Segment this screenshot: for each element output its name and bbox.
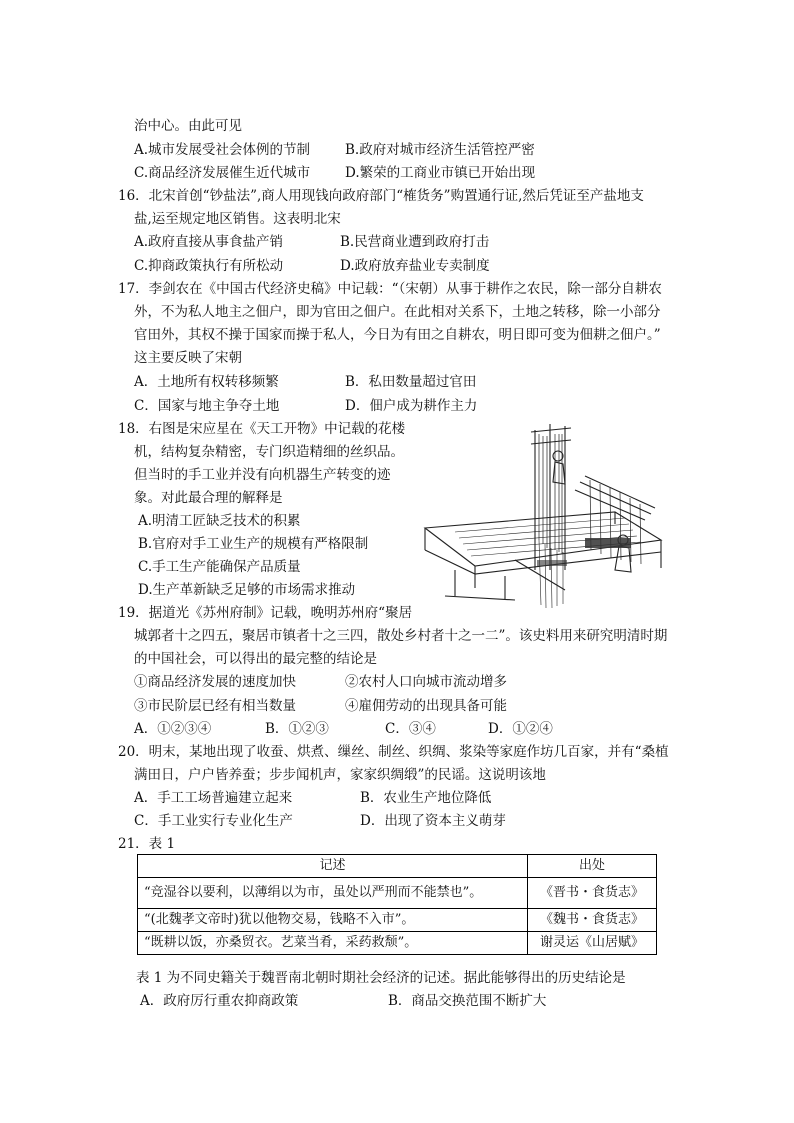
q16-stem-line1: 16．北宋首创“钞盐法”,商人用现钱向政府部门“榷货务”购置通行证,然后凭证至产盐地支 <box>118 188 644 204</box>
table-cell-record: “竞湿谷以要利，以薄绢以为市，虽处以严刑而不能禁也”。 <box>138 878 528 909</box>
q19-stem-line3: 的中国社会，可以得出的最完整的结论是 <box>134 651 377 667</box>
q18-option-d[interactable]: D.生产革新缺乏足够的市场需求推动 <box>138 582 356 598</box>
table-cell-record: “(北魏孝文帝时)犹以他物交易，钱略不入市”。 <box>138 909 528 932</box>
table-header-record: 记述 <box>138 855 528 878</box>
q17-stem-line2: 外，不为私人地主之佃户，即为官田之佃户。在此相对关系下，土地之转移，除一小部分 <box>134 304 661 320</box>
q18-option-b[interactable]: B.官府对手工业生产的规模有严格限制 <box>138 536 369 552</box>
q15-option-b[interactable]: B.政府对城市经济生活管控严密 <box>345 142 535 158</box>
q20-stem-line2: 满田日，户户皆养蚕；步步闻机声，家家织绸缎”的民谣。这说明该地 <box>134 767 546 783</box>
q21-option-a[interactable]: A．政府厉行重农抑商政策 <box>140 993 299 1009</box>
q21-stem: 表 1 为不同史籍关于魏晋南北朝时期社会经济的记述。据此能够得出的历史结论是 <box>136 970 626 986</box>
q18-option-a[interactable]: A.明清工匠缺乏技术的积累 <box>138 513 301 529</box>
q19-item-1: ①商品经济发展的速度加快 <box>134 674 296 690</box>
q17-stem-line4: 这主要反映了宋朝 <box>134 350 242 366</box>
q20-option-b[interactable]: B．农业生产地位降低 <box>360 790 492 806</box>
table-header-row <box>138 855 657 878</box>
table-row <box>138 878 657 909</box>
table-row <box>138 932 657 955</box>
q18-stem-line1: 18．右图是宋应星在《天工开物》中记载的花楼 <box>118 421 406 437</box>
q19-item-3: ③市民阶层已经有相当数量 <box>134 698 296 714</box>
q15-option-a[interactable]: A.城市发展受社会体例的节制 <box>134 142 311 158</box>
q20-option-a[interactable]: A．手工工场普遍建立起来 <box>134 790 293 806</box>
table-row <box>138 909 657 932</box>
q18-stem-line3: 但当时的手工业并没有向机器生产转变的迹 <box>134 467 391 483</box>
q21-label: 21．表 1 <box>118 836 176 852</box>
q19-item-4: ④雇佣劳动的出现具备可能 <box>345 698 507 714</box>
q15-option-d[interactable]: D.繁荣的工商业市镇已开始出现 <box>345 165 536 181</box>
q20-stem-line1: 20．明末，某地出现了收蚕、烘煮、缫丝、制丝、织绸、浆染等家庭作坊几百家，并有“桑植 <box>118 744 669 760</box>
q15-option-c[interactable]: C.商品经济发展催生近代城市 <box>134 165 311 181</box>
q18-option-c[interactable]: C.手工生产能确保产品质量 <box>138 559 301 575</box>
q19-stem-line1: 19．据道光《苏州府制》记载，晚明苏州府“聚居 <box>118 605 413 621</box>
q17-option-a[interactable]: A．土地所有权转移频繁 <box>134 374 279 390</box>
q18-stem-line4: 象。对此最合理的解释是 <box>134 490 283 506</box>
q16-option-d[interactable]: D.政府放弃盐业专卖制度 <box>340 258 490 274</box>
q16-stem-line2: 盐,运至规定地区销售。这表明北宋 <box>134 211 341 227</box>
q18-stem-line2: 机，结构复杂精密，专门织造精细的丝织品。 <box>134 444 404 460</box>
table-cell-source: 《晋书・食货志》 <box>528 878 657 909</box>
table-cell-record: “既耕以饭，亦桑贸衣。艺菜当肴，采药救颓”。 <box>138 932 528 955</box>
q16-option-c[interactable]: C.抑商政策执行有所松动 <box>134 258 284 274</box>
table-header-source: 出处 <box>528 855 657 878</box>
q20-option-c[interactable]: C．手工业实行专业化生产 <box>134 813 293 829</box>
q16-option-a[interactable]: A.政府直接从事食盐产销 <box>134 234 284 250</box>
q15-stem-tail: 治中心。由此可见 <box>134 118 242 134</box>
q21-option-b[interactable]: B．商品交换范围不断扩大 <box>388 993 547 1009</box>
q17-option-d[interactable]: D．佃户成为耕作主力 <box>345 398 478 414</box>
q17-stem-line1: 17．李剑农在《中国古代经济史稿》中记载：“（宋朝）从事于耕作之农民，除一部分自耕农 <box>118 281 662 297</box>
table-cell-source: 《魏书・食货志》 <box>528 909 657 932</box>
q17-stem-line3: 官田外，其权不操于国家而操于私人，今日为有田之自耕农，明日即可变为佃耕之佃户。” <box>134 327 661 343</box>
q19-option-d[interactable]: D．①②④ <box>488 721 553 737</box>
q17-option-c[interactable]: C．国家与地主争夺土地 <box>134 398 280 414</box>
loom-illustration <box>415 420 673 612</box>
q17-option-b[interactable]: B．私田数量超过官田 <box>345 374 477 390</box>
q19-option-b[interactable]: B．①②③ <box>265 721 329 737</box>
q20-option-d[interactable]: D．出现了资本主义萌芽 <box>360 813 506 829</box>
q19-item-2: ②农村人口向城市流动增多 <box>345 674 507 690</box>
table-1 <box>137 854 657 955</box>
q19-option-a[interactable]: A．①②③④ <box>134 721 212 737</box>
q19-option-c[interactable]: C．③④ <box>385 721 436 737</box>
q19-stem-line2: 城郭者十之四五，聚居市镇者十之三四，散处乡村者十之一二”。该史料用来研究明清时期 <box>134 628 668 644</box>
q16-option-b[interactable]: B.民营商业遭到政府打击 <box>340 234 490 250</box>
table-cell-source: 谢灵运《山居赋》 <box>528 932 657 955</box>
